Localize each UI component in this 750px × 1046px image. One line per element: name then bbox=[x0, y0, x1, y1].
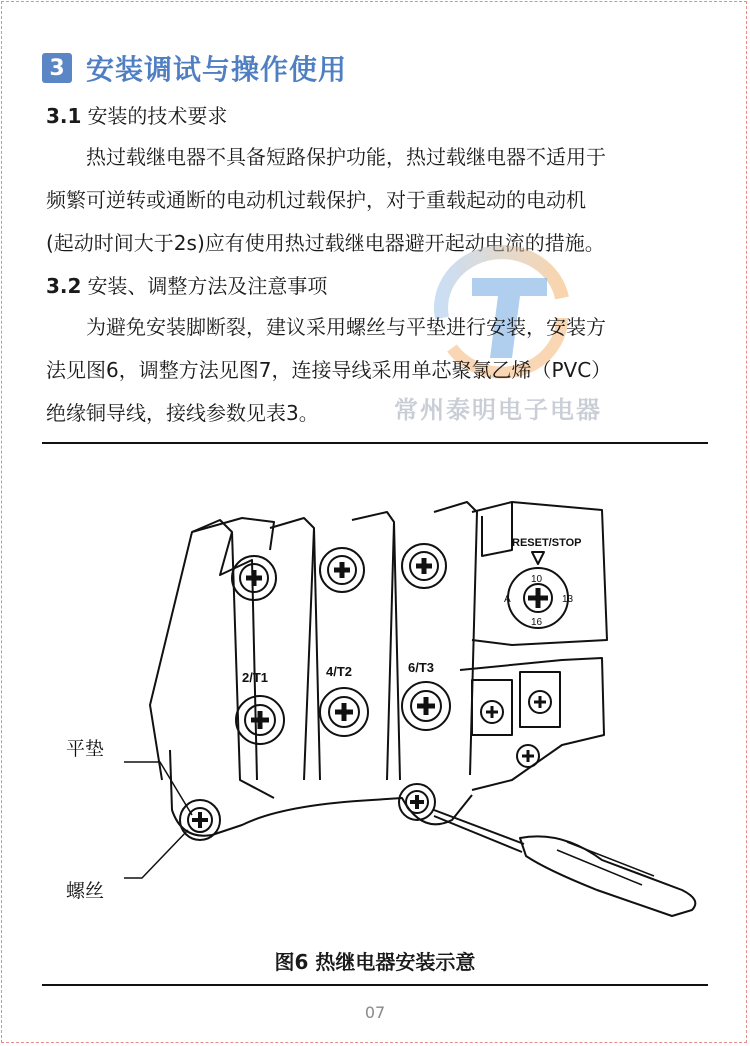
figure-caption: 图6 热继电器安装示意 bbox=[274, 950, 476, 974]
dial-label-bottom: 16 bbox=[531, 617, 543, 628]
subheading-3-1 bbox=[46, 100, 227, 129]
top-screws bbox=[232, 544, 446, 600]
subheading-number: 3.1 bbox=[46, 104, 82, 128]
bottom-screws bbox=[236, 682, 450, 744]
relay-installation-figure bbox=[42, 480, 708, 935]
divider-top bbox=[42, 442, 708, 444]
paragraph-line: 法见图6，调整方法见图7，连接导线采用单芯聚氯乙烯（PVC） bbox=[46, 358, 612, 382]
terminal-label-1: 2/T1 bbox=[242, 670, 269, 685]
divider-bottom bbox=[42, 984, 708, 986]
paragraph-line: 为避免安装脚断裂，建议采用螺丝与平垫进行安装，安装方 bbox=[86, 315, 606, 339]
paragraph-line: 频繁可逆转或通断的电动机过载保护，对于重载起动的电动机 bbox=[46, 188, 586, 212]
section-heading bbox=[42, 46, 347, 90]
subheading-3-2 bbox=[46, 270, 327, 299]
paragraph-3-1 bbox=[46, 136, 706, 265]
paragraph-line: (起动时间大于2s)应有使用热过载继电器避开起动电流的措施。 bbox=[46, 231, 605, 255]
subheading-number: 3.2 bbox=[46, 274, 82, 298]
subheading-title: 安装、调整方法及注意事项 bbox=[87, 274, 328, 298]
subheading-title: 安装的技术要求 bbox=[87, 104, 228, 128]
terminal-label-2: 4/T2 bbox=[326, 664, 353, 679]
watermark-company-name: 常州泰明电子电器 bbox=[394, 396, 602, 424]
dial-label-left: A bbox=[504, 594, 511, 605]
paragraph-3-2 bbox=[46, 306, 706, 435]
reset-stop-label: RESET/STOP bbox=[512, 537, 582, 549]
page-number: 07 bbox=[364, 1003, 386, 1022]
section-number-badge: 3 bbox=[42, 53, 72, 83]
terminal-label-3: 6/T3 bbox=[408, 660, 435, 675]
section-title: 安装调试与操作使用 bbox=[86, 53, 348, 86]
dial-label-top: 10 bbox=[531, 574, 543, 585]
screw-callout: 螺丝 bbox=[66, 880, 105, 902]
paragraph-line: 热过载继电器不具备短路保护功能，热过载继电器不适用于 bbox=[86, 145, 606, 169]
dial-label-right: 13 bbox=[562, 594, 574, 605]
paragraph-line: 绝缘铜导线，接线参数见表3。 bbox=[46, 401, 319, 425]
washer-callout: 平垫 bbox=[66, 738, 105, 760]
